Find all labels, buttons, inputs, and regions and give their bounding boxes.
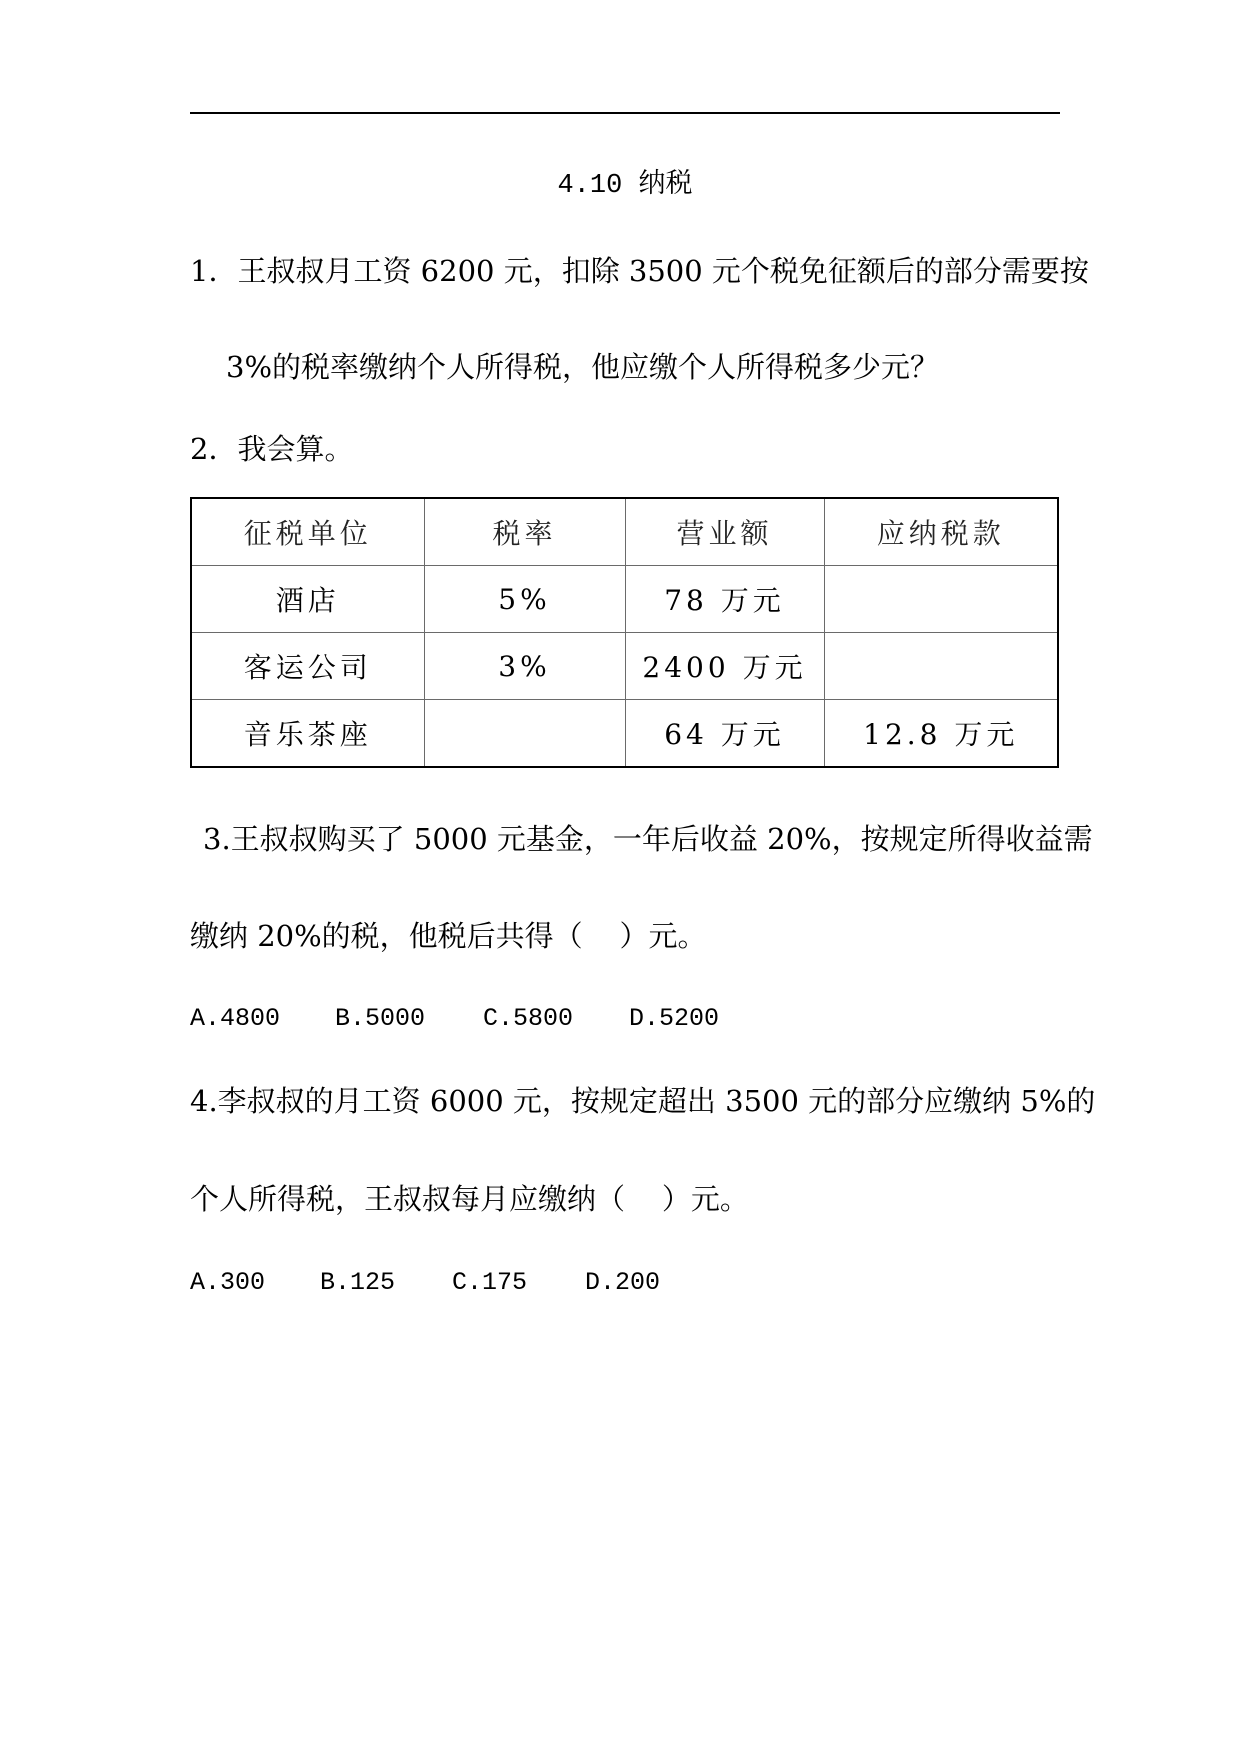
question-3-option-b: B.5000 [335,1004,426,1033]
question-1-line-2: 3%的税率缴纳个人所得税，他应缴个人所得税多少元？ [226,350,940,384]
table-cell [824,566,1058,633]
table-cell: 音乐茶座 [191,700,424,768]
table-cell: 78 万元 [625,566,824,633]
question-4-option-b: B.125 [320,1268,396,1297]
page-title: 4.10 纳税 [557,171,693,201]
table-cell: 64 万元 [625,700,824,768]
table-header-cell: 税率 [424,498,625,566]
question-3-line-2: 缴纳 20%的税，他税后共得（ ）元。 [190,919,707,953]
table-cell [824,633,1058,700]
table-row [191,633,1058,700]
header-rule [190,112,1060,114]
question-1-line-1: 1．王叔叔月工资 6200 元，扣除 3500 元个税免征额后的部分需要按 [190,254,1089,288]
tax-table [190,497,1059,768]
table-cell: 12.8 万元 [824,700,1058,768]
question-4-option-d: D.200 [585,1268,661,1297]
question-3-option-d: D.5200 [629,1004,720,1033]
table-cell: 客运公司 [191,633,424,700]
question-4-line-1: 4.李叔叔的月工资 6000 元，按规定超出 3500 元的部分应缴纳 5%的 [190,1084,1096,1118]
question-4-option-a: A.300 [190,1268,266,1297]
question-3-line-1: 3.王叔叔购买了 5000 元基金，一年后收益 20%，按规定所得收益需 [203,822,1093,856]
table-cell [424,700,625,768]
question-3-option-a: A.4800 [190,1004,281,1033]
table-header-cell: 征税单位 [191,498,424,566]
table-row [191,566,1058,633]
question-2-prompt: 2．我会算。 [190,432,354,466]
question-4-option-c: C.175 [452,1268,528,1297]
question-3-option-c: C.5800 [483,1004,574,1033]
table-cell: 酒店 [191,566,424,633]
table-header-row [191,498,1058,566]
table-cell: 2400 万元 [625,633,824,700]
table-header-cell: 应纳税款 [824,498,1058,566]
question-4-line-2: 个人所得税，王叔叔每月应缴纳（ ）元。 [190,1182,749,1216]
table-cell: 5% [424,566,625,633]
table-cell: 3% [424,633,625,700]
table-header-cell: 营业额 [625,498,824,566]
table-row [191,700,1058,768]
